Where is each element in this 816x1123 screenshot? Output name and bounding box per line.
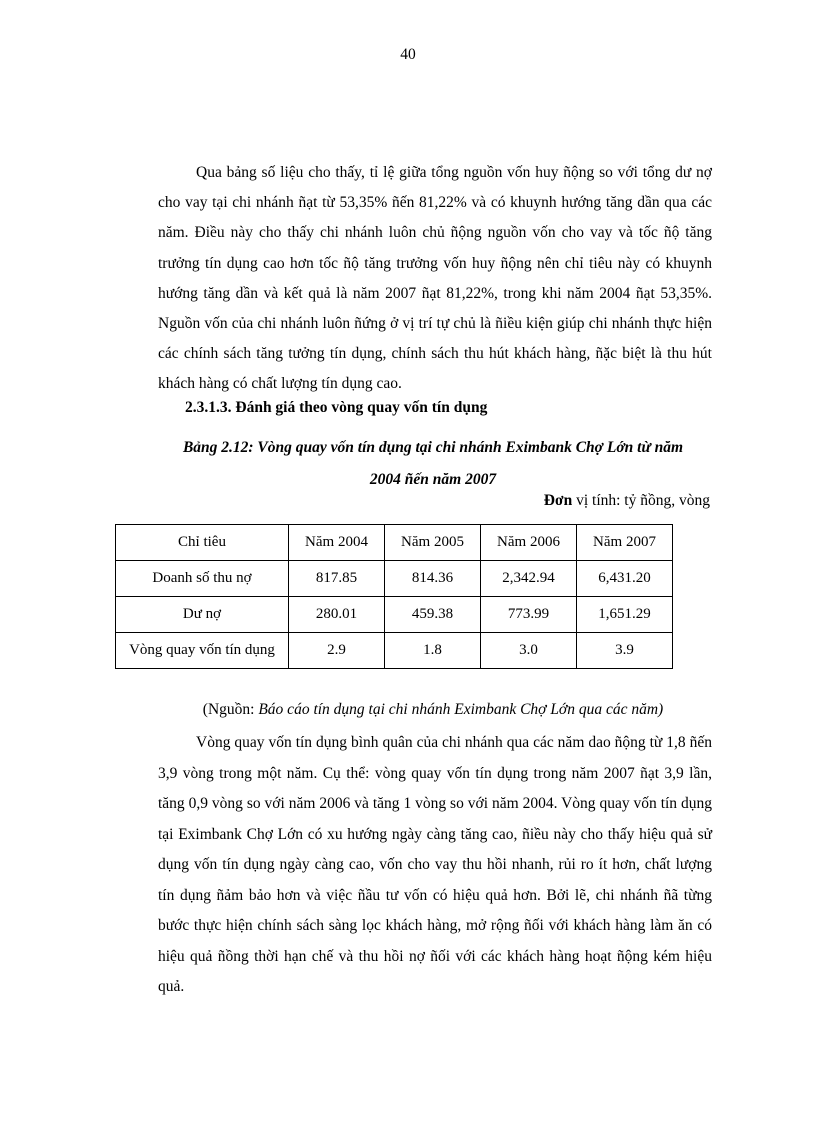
header-cell: Năm 2005 [385, 525, 481, 561]
source-title: Báo cáo tín dụng tại chi nhánh Eximbank Chợ Lớn qua các năm) [258, 701, 664, 718]
table-row [116, 633, 673, 669]
table-caption [150, 432, 716, 496]
header-cell: Chỉ tiêu [116, 525, 289, 561]
table-cell: 1.8 [385, 633, 481, 669]
section-heading: 2.3.1.3. Ðánh giá theo vòng quay vốn tín dụng [185, 399, 488, 416]
table-header-row [116, 525, 673, 561]
table-cell: 280.01 [289, 597, 385, 633]
table-cell: 2.9 [289, 633, 385, 669]
row-label-cell: Dư nợ [116, 597, 289, 633]
header-cell: Năm 2007 [577, 525, 673, 561]
table-cell: 3.0 [481, 633, 577, 669]
row-label-cell: Vòng quay vốn tín dụng [116, 633, 289, 669]
header-cell: Năm 2004 [289, 525, 385, 561]
analysis-paragraph: Vòng quay vốn tín dụng bình quân của chi nhánh qua các năm dao ñộng từ 1,8 ñến 3,9 vòng trong một năm. Cụ thể: vòng quay vốn tín dụng trong năm 2007 ñạt 3,9 lần, tăng 0,9 vòng so với năm 2006 và tăng 1 vòng so với năm 2004. Vòng quay vốn tín dụng tại Eximbank Chợ Lớn có xu hướng ngày càng tăng cao, ñiều này cho thấy hiệu quả sử dụng vốn tín dụng ngày càng cao, vốn cho vay thu hồi nhanh, rủi ro ít hơn, chất lượng tín dụng ñảm bảo hơn và việc ñầu tư vốn có hiệu quả hơn. Bởi lẽ, chi nhánh ñã từng bước thực hiện chính sách sàng lọc khách hàng, mở rộng ñối với khách hàng làm ăn có hiệu quả ñồng thời hạn chế và thu hồi nợ ñối với các khách hàng hoạt ñộng kém hiệu quả. [158, 734, 712, 995]
unit-text: vị tính: tỷ ñồng, vòng [572, 492, 710, 509]
page-number: 40 [400, 46, 416, 63]
table-cell: 459.38 [385, 597, 481, 633]
table-cell: 817.85 [289, 561, 385, 597]
table-cell: 773.99 [481, 597, 577, 633]
credit-turnover-table [115, 524, 673, 669]
header-cell: Năm 2006 [481, 525, 577, 561]
source-note [0, 701, 816, 719]
table-cell: 1,651.29 [577, 597, 673, 633]
table-row [116, 561, 673, 597]
table-cell: 814.36 [385, 561, 481, 597]
table-row [116, 597, 673, 633]
unit-note [544, 492, 710, 510]
table-cell: 6,431.20 [577, 561, 673, 597]
table-caption-line-1: Bảng 2.12: Vòng quay vốn tín dụng tại chi nhánh Eximbank Chợ Lớn từ năm [182, 439, 684, 456]
table-cell: 2,342.94 [481, 561, 577, 597]
intro-paragraph: Qua bảng số liệu cho thấy, tỉ lệ giữa tổng nguồn vốn huy ñộng so với tổng dư nợ cho vay tại chi nhánh ñạt từ 53,35% ñến 81,22% và có khuynh hướng tăng dần qua các năm. Ðiều này cho thấy chi nhánh luôn chủ ñộng nguồn vốn cho vay và tốc ñộ tăng trưởng tín dụng cao hơn tốc ñộ tăng trưởng vốn huy ñộng nên chỉ tiêu này có khuynh hướng tăng dần và kết quả là năm 2007 ñạt 81,22%, trong khi năm 2004 ñạt 53,35%. Nguồn vốn của chi nhánh luôn ñứng ở vị trí tự chủ là ñiều kiện giúp chi nhánh thực hiện các chính sách tăng tưởng tín dụng, chính sách thu hút khách hàng, ñặc biệt là thu hút khách hàng có chất lượng tín dụng cao. [158, 164, 712, 393]
row-label-cell: Doanh số thu nợ [116, 561, 289, 597]
unit-label: Ðơn [543, 492, 573, 509]
source-prefix: (Nguồn: [202, 701, 259, 718]
table-cell: 3.9 [577, 633, 673, 669]
table-caption-line-2: 2004 ñến năm 2007 [369, 471, 497, 488]
